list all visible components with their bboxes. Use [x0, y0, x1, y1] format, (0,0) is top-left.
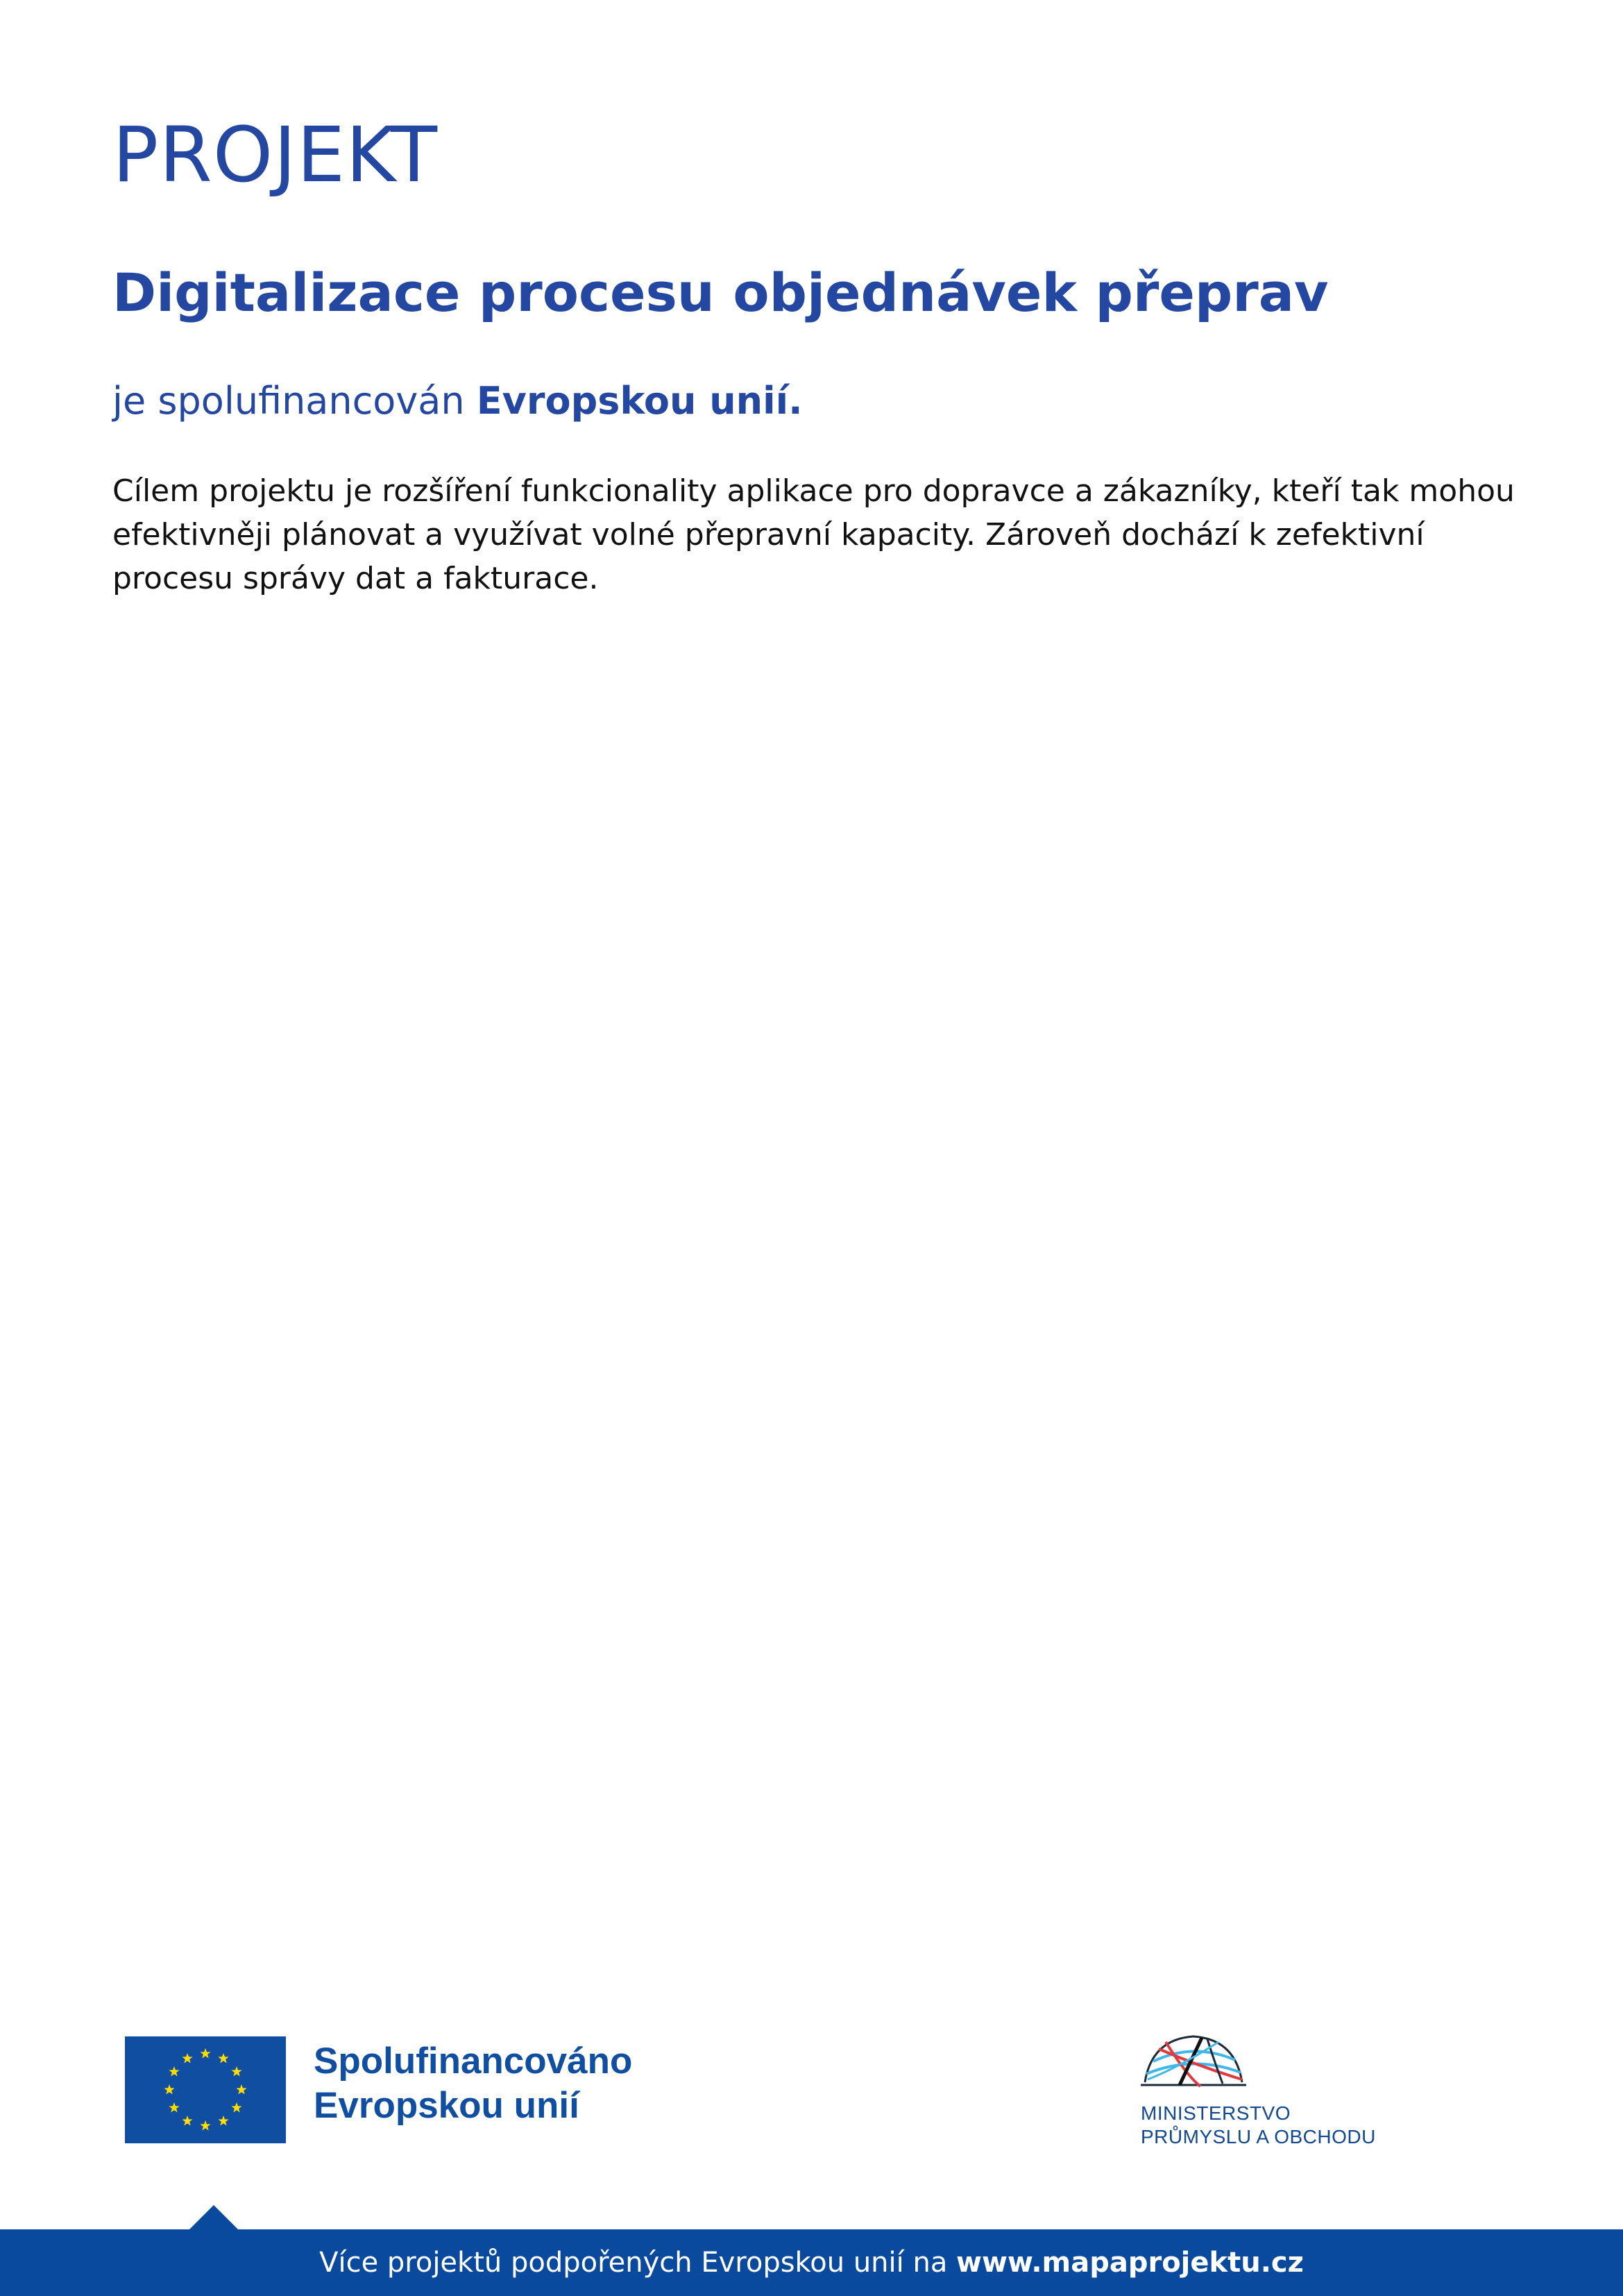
footer-notch	[189, 2205, 238, 2229]
ministry-logo	[1138, 2034, 1388, 2152]
footer-bar	[0, 2229, 1623, 2296]
funding-statement-prefix: je spolufinancován	[112, 379, 477, 423]
globe-icon	[1138, 2034, 1249, 2092]
ministry-logo-text	[1141, 2102, 1376, 2149]
ministry-logo-line2: PRŮMYSLU A OBCHODU	[1141, 2126, 1376, 2147]
eu-flag-icon	[125, 2036, 286, 2143]
footer-link[interactable]: www.mapaprojektu.cz	[956, 2247, 1304, 2279]
project-description: Cílem projektu je rozšíření funkcionality aplikace pro dopravce a zákazníky, kteří tak mohou efektivněji plánovat a využívat volné přepravní kapacity. Zároveň dochází k zefektivní procesu správy dat a fakturace.	[112, 473, 1515, 596]
eu-logo-line1: Spolufinancováno	[314, 2041, 633, 2082]
funding-statement-bold: Evropskou unií.	[476, 379, 803, 423]
eu-logo-text	[314, 2039, 674, 2128]
ministry-logo-line1: MINISTERSTVO	[1141, 2102, 1291, 2124]
eu-logo-line2: Evropskou unií	[314, 2085, 579, 2126]
funding-statement	[112, 380, 803, 421]
page-kicker: PROJEKT	[112, 110, 439, 199]
project-title: Digitalizace procesu objednávek přeprav	[112, 262, 1329, 323]
footer-text: Více projektů podpořených Evropskou unií na	[319, 2247, 957, 2279]
